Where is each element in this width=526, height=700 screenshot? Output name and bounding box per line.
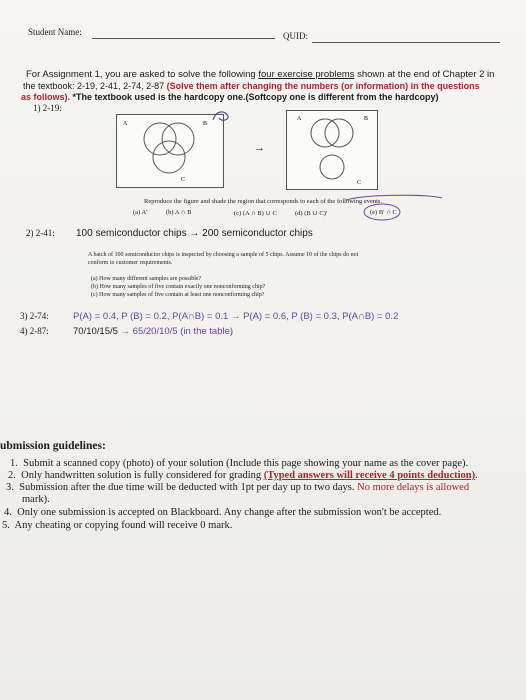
q1-part-b: (b) A ∩ B bbox=[166, 209, 192, 216]
guideline-text: Only handwritten solution is fully considered for grading bbox=[21, 470, 264, 481]
intro-problems: the textbook: 2-19, 2-41, 2-74, 2-87 bbox=[23, 81, 167, 91]
intro-underlined: four exercise problems bbox=[258, 69, 355, 80]
guideline-number: 4. bbox=[4, 507, 12, 518]
q4-new-values: → 65/20/10/5 (in the table) bbox=[120, 326, 234, 337]
venn-label-a: A bbox=[123, 121, 128, 127]
guideline-number: 2. bbox=[8, 470, 16, 481]
intro-textbook-note: *The textbook used is the hardcopy one.(Softcopy one is different from the hardcopy) bbox=[70, 92, 439, 102]
q2-text-line-2: conform to customer requirements. bbox=[88, 260, 173, 266]
q1-arrow: → bbox=[254, 142, 265, 154]
q2-label: 2) 2-41: bbox=[26, 228, 55, 238]
q2-sub-a: (a) How many different samples are possible? bbox=[91, 276, 202, 282]
guideline-item-4 bbox=[4, 507, 441, 519]
intro-line-2 bbox=[23, 81, 480, 91]
guideline-text: Submission after the due time will be deducted with 1pt per day up to two days. bbox=[19, 482, 358, 493]
q3-label: 3) 2-74: bbox=[20, 311, 49, 321]
q2-text-line-1: A batch of 100 semiconductor chips is inspected by choosing a sample of 5 chips. Assume 10 of the chips do not bbox=[88, 252, 359, 258]
intro-text: For Assignment 1, you are asked to solve the following bbox=[26, 69, 259, 80]
intro-red-end: as follows). bbox=[21, 92, 71, 102]
q4-original-values: 70/10/15/5 bbox=[73, 326, 118, 337]
guideline-number: 5. bbox=[2, 520, 10, 531]
venn-diagram-modified bbox=[286, 110, 378, 190]
q1-label: 1) 2-19: bbox=[33, 103, 62, 113]
venn-mod-label-a: A bbox=[297, 116, 302, 122]
quid-line bbox=[312, 42, 500, 43]
q4-label: 4) 2-87: bbox=[20, 326, 49, 336]
guideline-red-text: (Typed answers will receive 4 points deduction) bbox=[263, 470, 476, 481]
guideline-item-3 bbox=[6, 482, 469, 494]
intro-text-end: shown at the end of Chapter 2 in bbox=[354, 69, 495, 80]
venn-three-circles bbox=[117, 115, 223, 187]
venn-mod-label-b: B bbox=[364, 116, 369, 122]
quid-label: QUID: bbox=[283, 31, 308, 41]
q2-sub-b: (b) How many samples of five contain exactly one nonconforming chip? bbox=[91, 284, 266, 290]
venn-label-c: C bbox=[181, 177, 186, 183]
q1-part-a: (a) A′ bbox=[133, 209, 148, 216]
guideline-number: 3. bbox=[6, 482, 14, 493]
q1-instruction: Reproduce the figure and shade the region that corresponds to each of the following events. bbox=[144, 198, 383, 205]
guideline-text: Any cheating or copying found will receive 0 mark. bbox=[14, 520, 233, 531]
guidelines-title: ubmission guidelines: bbox=[0, 440, 106, 452]
guideline-red-text: No more delays is allowed bbox=[357, 482, 470, 493]
guideline-text: Submit a scanned copy (photo) of your solution (Include this page showing your name as the cover page). bbox=[23, 458, 469, 469]
q4-handwritten-change bbox=[73, 326, 233, 337]
q2-handwritten-change: 100 semiconductor chips → 200 semiconductor chips bbox=[76, 228, 313, 239]
student-name-line bbox=[92, 38, 275, 39]
intro-red-instruction: (Solve them after changing the numbers (or information) in the questions bbox=[166, 81, 480, 91]
guideline-text: Only one submission is accepted on Blackboard. Any change after the submission won't be accepted. bbox=[17, 507, 442, 518]
guideline-number: 1. bbox=[10, 458, 18, 469]
guideline-item-3-cont: mark). bbox=[22, 494, 50, 505]
venn-label-b: B bbox=[203, 121, 208, 127]
handwritten-circle-annotation bbox=[338, 192, 448, 222]
intro-line-1 bbox=[26, 69, 494, 80]
guideline-item-2 bbox=[8, 470, 478, 482]
guideline-item-1 bbox=[10, 458, 468, 470]
pen-annotation-icon bbox=[210, 108, 232, 124]
q1-part-d: (d) (B ∪ C)′ bbox=[295, 210, 328, 217]
q1-part-e: (e) B′ ∩ C bbox=[370, 209, 397, 216]
intro-line-3 bbox=[21, 92, 439, 102]
q3-handwritten-change: P(A) = 0.4, P (B) = 0.2, P(A∩B) = 0.1 → P(A) = 0.6, P (B) = 0.3, P(A∩B) = 0.2 bbox=[73, 311, 399, 322]
venn-diagram-original bbox=[116, 114, 224, 188]
venn-separated-circles bbox=[287, 111, 377, 189]
q1-part-c: (c) (A ∩ B) ∪ C bbox=[234, 210, 277, 217]
q2-sub-c: (c) How many samples of five contain at least one nonconforming chip? bbox=[91, 292, 265, 298]
venn-mod-label-c: C bbox=[357, 180, 362, 186]
guideline-text-end: . bbox=[475, 470, 478, 481]
guideline-item-5 bbox=[2, 520, 232, 532]
student-name-label: Student Name: bbox=[28, 27, 82, 37]
